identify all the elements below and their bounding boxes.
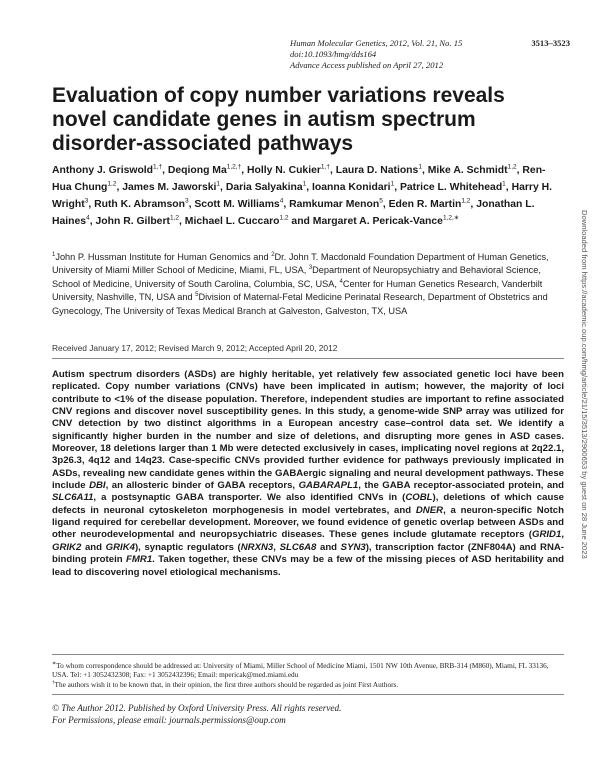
article-title: Evaluation of copy number variations reveals novel candidate genes in autism spectrum disorder-associated pathways xyxy=(52,84,505,155)
download-watermark-text: Downloaded from https://academic.oup.com/hmg/article/21/15/3513/2900653 by guest on 28 June 2023 xyxy=(580,210,589,559)
footnotes xyxy=(52,661,564,689)
author-name: Ren-Hua Chung xyxy=(52,165,546,193)
affiliation-number: 5 xyxy=(195,292,199,299)
gene-name: COBL xyxy=(405,492,433,504)
gene-name: SLC6A11 xyxy=(52,492,94,504)
author-affiliation-mark: 4 xyxy=(279,197,284,205)
author-affiliation-mark: 1,2 xyxy=(107,180,117,188)
affiliation-number: 4 xyxy=(339,278,343,285)
received-dates: Received January 17, 2012; Revised March 9, 2012; Accepted April 20, 2012 xyxy=(52,343,338,353)
gene-name: GRIK2 xyxy=(52,541,82,553)
gene-name: DNER xyxy=(415,504,444,516)
author-list: Anthony J. Griswold$^{1,\dagger}$, Deqiong $Ma^{1,2,\dagger}$, Holly N. Cukier$^{1,\dagger}$, Laura D. Nations$^1$, Mike A. Schmidt$^{1,2}$, Ren-Hua Chung$^{1,2}$, James M. Jaworski$^1$, Daria Salyakina$^1$, Ioanna Konidari$^1$, Patrice L. Whitehead$^1$, Harry H. Wright$^3$, Ruth K. Abramson$^3$, Scott M. Williams$^4$, Ramkumar Menon$^5$, Eden R. Martin$^{1,2}$, Jonathan L. Haines$^4$, John R. Gilbert$^{1,2}$, Michael L. Cuccaro$^{1,2}$ and Margaret A. Pericak-Vance$^{1,2,∗}$ xyxy=(52,163,553,227)
journal-header xyxy=(290,38,570,71)
abstract xyxy=(52,369,564,579)
affiliation-text: Center for Human Genetics Research, Vanderbilt University, Nashville, TN, USA and xyxy=(52,278,543,303)
author-affiliation-mark: 4 xyxy=(86,214,90,222)
author xyxy=(400,182,506,193)
author-affiliation-mark: 1 xyxy=(216,180,221,188)
author-affiliation-mark: 5 xyxy=(379,197,383,205)
gene-name: SLC6A8 xyxy=(279,541,317,553)
author xyxy=(168,165,241,176)
author-affiliation-mark: 1,2,† xyxy=(226,163,242,171)
abstract-text: , xyxy=(561,529,564,541)
abstract-text: Autism spectrum disorders (ASDs) are highly heritable, yet relatively few associated genetic loci have been replicated. Copy number variations (CNVs) have been implicated in autism; however, the majority of loci contribute to <1% of the disease population. Therefore, independent studies are important to refine associated CNV regions and discover novel susceptibility genes. In this study, a genome-wide SNP array was utilized for CNV detection by two distinct algorithms in a European ancestry case–control data set. We identify a significantly higher burden in the number and size of deletions, and disrupting more genes in ASD cases. Moreover, 18 deletions larger than 1 Mb were detected exclusively in cases, implicating novel regions at 2q22.1, 3p26.3, 4q12 and 14q23. Case-specific CNVs provided further evidence for pathways previously implicated in ASDs, revealing new candidate genes within the GABAergic signaling and neural development pathways. These include xyxy=(52,369,564,492)
abstract-text: , xyxy=(273,541,280,553)
affiliation-number: 2 xyxy=(271,251,275,258)
divider xyxy=(52,694,564,695)
gene-name: NRXN3 xyxy=(240,541,274,553)
affiliation-number: 1 xyxy=(52,251,56,258)
author-name: Deqiong Ma xyxy=(167,165,227,176)
author-affiliation-mark: 1,2 xyxy=(279,214,289,222)
author-affiliation-mark: 1,2 xyxy=(461,197,471,205)
author-affiliation-mark: 3 xyxy=(184,197,189,205)
gene-name: GABARAPL1 xyxy=(298,480,359,492)
joint-authors-note: †The authors wish it to be known that, in their opinion, the first three authors should be regarded as joint First Authors. xyxy=(52,679,399,689)
author xyxy=(194,199,283,210)
affiliations xyxy=(52,251,552,318)
abstract-text: , an allosteric binder of GABA receptors, xyxy=(105,480,299,492)
abstract-text: , the GABA receptor-associated protein, and xyxy=(358,480,564,492)
permissions-line[interactable]: For Permissions, please email: journals.permissions@oup.com xyxy=(52,715,286,725)
author-name: Jonathan L. Haines xyxy=(52,199,535,227)
author-name: Holly N. Cukier xyxy=(247,165,321,176)
copyright xyxy=(52,702,564,726)
doi[interactable]: doi:10.1093/hmg/dds164 xyxy=(290,49,377,59)
author-name: Scott M. Williams xyxy=(194,199,280,210)
abstract-text: and xyxy=(81,541,106,553)
author xyxy=(389,199,471,210)
abstract-text: and xyxy=(316,541,341,553)
author xyxy=(95,216,179,227)
correspondence-note: ∗To whom correspondence should be addressed at: University of Miami, Miller School of Medicine Miami, 1501 NW 10th Avenue, BRB-314 (M860), Miami, FL 33136, USA. Tel: +1 3052432308; Fax: +1 3052432396; Email: mpericak@med.miami.edu xyxy=(52,661,549,680)
author-affiliation-mark: 1,† xyxy=(153,163,163,171)
author xyxy=(428,165,517,176)
gene-name: GRID1 xyxy=(532,529,562,541)
author-affiliation-mark: 1 xyxy=(502,180,506,188)
gene-name: FMR1 xyxy=(126,554,153,566)
author-affiliation-mark: 1 xyxy=(418,163,422,171)
journal-citation: Human Molecular Genetics, 2012, Vol. 21, No. 15 xyxy=(290,38,463,48)
author-name: Ioanna Konidari xyxy=(312,182,391,193)
author-affiliation-mark: 1,† xyxy=(320,163,330,171)
copyright-line: © The Author 2012. Published by Oxford University Press. All rights reserved. xyxy=(52,703,342,713)
abstract-text: ), synaptic regulators ( xyxy=(134,541,241,553)
author-name: Laura D. Nations xyxy=(335,165,419,176)
download-watermark xyxy=(580,210,599,590)
affiliation-text: John P. Hussman Institute for Human Genomics and xyxy=(55,252,272,262)
author xyxy=(247,165,330,176)
author-affiliation-mark: 3 xyxy=(84,197,89,205)
author-name: James M. Jaworski xyxy=(122,182,217,193)
author-name: Eden R. Martin xyxy=(388,199,462,210)
author-name: Mike A. Schmidt xyxy=(427,165,508,176)
advance-access: Advance Access published on April 27, 2012 xyxy=(290,60,444,70)
divider xyxy=(52,358,564,359)
author-affiliation-mark: 1 xyxy=(302,180,307,188)
gene-name: SYN3 xyxy=(340,541,366,553)
author-name: Anthony J. Griswold xyxy=(52,165,154,176)
author-affiliation-mark: 1,2,∗ xyxy=(442,214,460,222)
author xyxy=(312,182,394,193)
author xyxy=(52,165,162,176)
author-name: Daria Salyakina xyxy=(225,182,303,193)
author-affiliation-mark: 1,2 xyxy=(507,163,517,171)
abstract-text: ), transcription factor (ZNF804A) and RNA-binding protein xyxy=(52,541,565,566)
gene-name: GRIK4 xyxy=(105,541,135,553)
author-name: Patrice L. Whitehead xyxy=(399,182,503,193)
author-name: Ruth K. Abramson xyxy=(94,199,185,210)
author-name: Ramkumar Menon xyxy=(289,199,380,210)
author-name: John R. Gilbert xyxy=(95,216,170,227)
divider xyxy=(52,654,564,655)
page-range: 3513–3523 xyxy=(531,38,570,48)
affiliation-text: Dr. John T. Macdonald Foundation Department of Human Genetics, University of Miami Miller School of Medicine, Miami, FL, USA, xyxy=(52,252,549,276)
author-affiliation-mark: 1,2 xyxy=(169,214,180,222)
author-name: Margaret A. Pericak-Vance xyxy=(312,216,443,227)
affiliation-number: 3 xyxy=(308,265,313,272)
author xyxy=(336,165,422,176)
author xyxy=(94,199,188,210)
author xyxy=(122,182,220,193)
abstract-text: ), deletions of which cause defects in neuronal cytoskeleton morphogenesis in model vertebrates, and xyxy=(52,492,564,516)
author xyxy=(313,216,459,227)
gene-name: DBI xyxy=(89,480,106,492)
abstract-text: , a postsynaptic GABA transporter. We also identified CNVs in ( xyxy=(93,492,406,504)
author xyxy=(289,199,383,210)
author-name: Michael L. Cuccaro xyxy=(184,216,280,227)
abstract-text: , a neuron-specific Notch ligand required for cerebellar development. Moreover, we found evidence of genetic overlap between ASDs and other neurodevelopmental and neuropsychiatric diseases. These genes include glutamate receptors ( xyxy=(52,504,564,541)
author-name: Harry H. Wright xyxy=(52,182,553,210)
affiliation-text: Division of Maternal-Fetal Medicine Perinatal Research, Department of Obstetrics and Gynecology, The University of Texas Medical Branch at Galveston, Galveston, TX, USA xyxy=(52,292,548,316)
author xyxy=(185,216,289,227)
abstract-text: . Taken together, these CNVs may be a few of the missing pieces of ASD heritability and lead to discovering novel etiological mechanisms. xyxy=(52,554,564,578)
affiliation-text: Department of Neuropsychiatry and Behavioral Science, School of Medicine, University of South Carolina, Columbia, SC, USA, xyxy=(52,265,541,289)
author-affiliation-mark: 1 xyxy=(390,180,395,188)
author xyxy=(226,182,306,193)
